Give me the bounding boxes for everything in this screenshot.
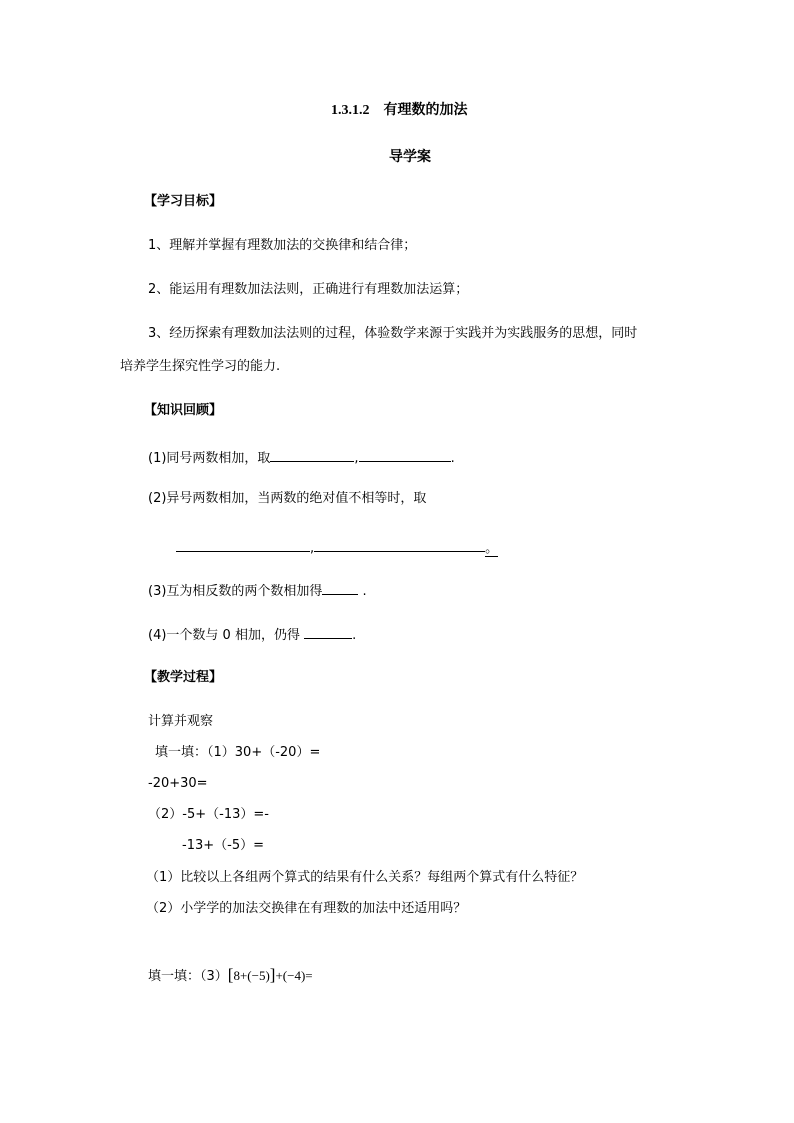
objective-item-3-line-1: 3、经历探索有理数加法法则的过程，体验数学来源于实践并为实践服务的思想，同时 xyxy=(148,326,638,341)
review-question-4 xyxy=(148,624,356,645)
review-q3-end: . xyxy=(358,584,367,599)
review-q1-end: . xyxy=(450,451,455,466)
review-q2-blank-1[interactable] xyxy=(176,537,310,552)
review-q1-blank-2[interactable] xyxy=(359,447,451,462)
fill-in-1: 填一填：（1）30+（-20）= xyxy=(155,745,321,760)
review-q1-text: (1)同号两数相加，取 xyxy=(148,451,271,466)
equation-2a: （2）-5+（-13）=- xyxy=(148,807,269,822)
review-q2-separator: , xyxy=(310,541,315,556)
question-1: （1）比较以上各组两个算式的结果有什么关系？每组两个算式有什么特征？ xyxy=(146,870,584,885)
review-q2-end: 。 xyxy=(485,541,499,556)
review-question-2-answer-line xyxy=(176,537,498,558)
review-q1-blank-1[interactable] xyxy=(270,447,354,462)
review-question-3 xyxy=(148,580,367,601)
fill3-prefix: 填一填：（3） xyxy=(148,969,228,984)
page-subtitle: 导学案 xyxy=(389,149,431,165)
review-q4-text: (4)一个数与 0 相加，仍得 xyxy=(148,628,305,643)
fill3-inner: 8+(−5) xyxy=(233,968,270,983)
compute-and-observe: 计算并观察 xyxy=(148,714,214,729)
review-q1-separator: , xyxy=(354,451,359,466)
fill-in-3 xyxy=(148,966,313,986)
review-q3-blank[interactable] xyxy=(322,580,358,595)
equation-1b: -20+30= xyxy=(148,776,208,791)
equation-2b: -13+（-5）= xyxy=(182,838,264,853)
review-question-2: (2)异号两数相加，当两数的绝对值不相等时，取 xyxy=(148,491,427,506)
fill3-expression xyxy=(227,965,313,984)
review-q4-blank[interactable] xyxy=(304,624,352,639)
right-bracket: ] xyxy=(269,965,276,984)
objective-item-3-line-2: 培养学生探究性学习的能力. xyxy=(120,359,281,374)
section-review: 【知识回顾】 xyxy=(144,403,223,418)
section-process: 【教学过程】 xyxy=(144,670,223,685)
review-q3-text: (3)互为相反数的两个数相加得 xyxy=(148,584,323,599)
objective-item-2: 2、能运用有理数加法法则，正确进行有理数加法运算； xyxy=(148,282,469,297)
question-2: （2）小学学的加法交换律在有理数的加法中还适用吗？ xyxy=(146,901,467,916)
review-q2-blank-2[interactable] xyxy=(314,537,485,552)
page-title: 1.3.1.2 有理数的加法 xyxy=(331,103,468,118)
objective-item-1: 1、理解并掌握有理数加法的交换律和结合律； xyxy=(148,238,417,253)
review-q4-end: . xyxy=(352,628,357,643)
section-objectives: 【学习目标】 xyxy=(144,194,223,209)
review-question-1 xyxy=(148,447,455,468)
fill3-rest: +(−4)= xyxy=(275,968,313,983)
left-bracket: [ xyxy=(227,965,234,984)
